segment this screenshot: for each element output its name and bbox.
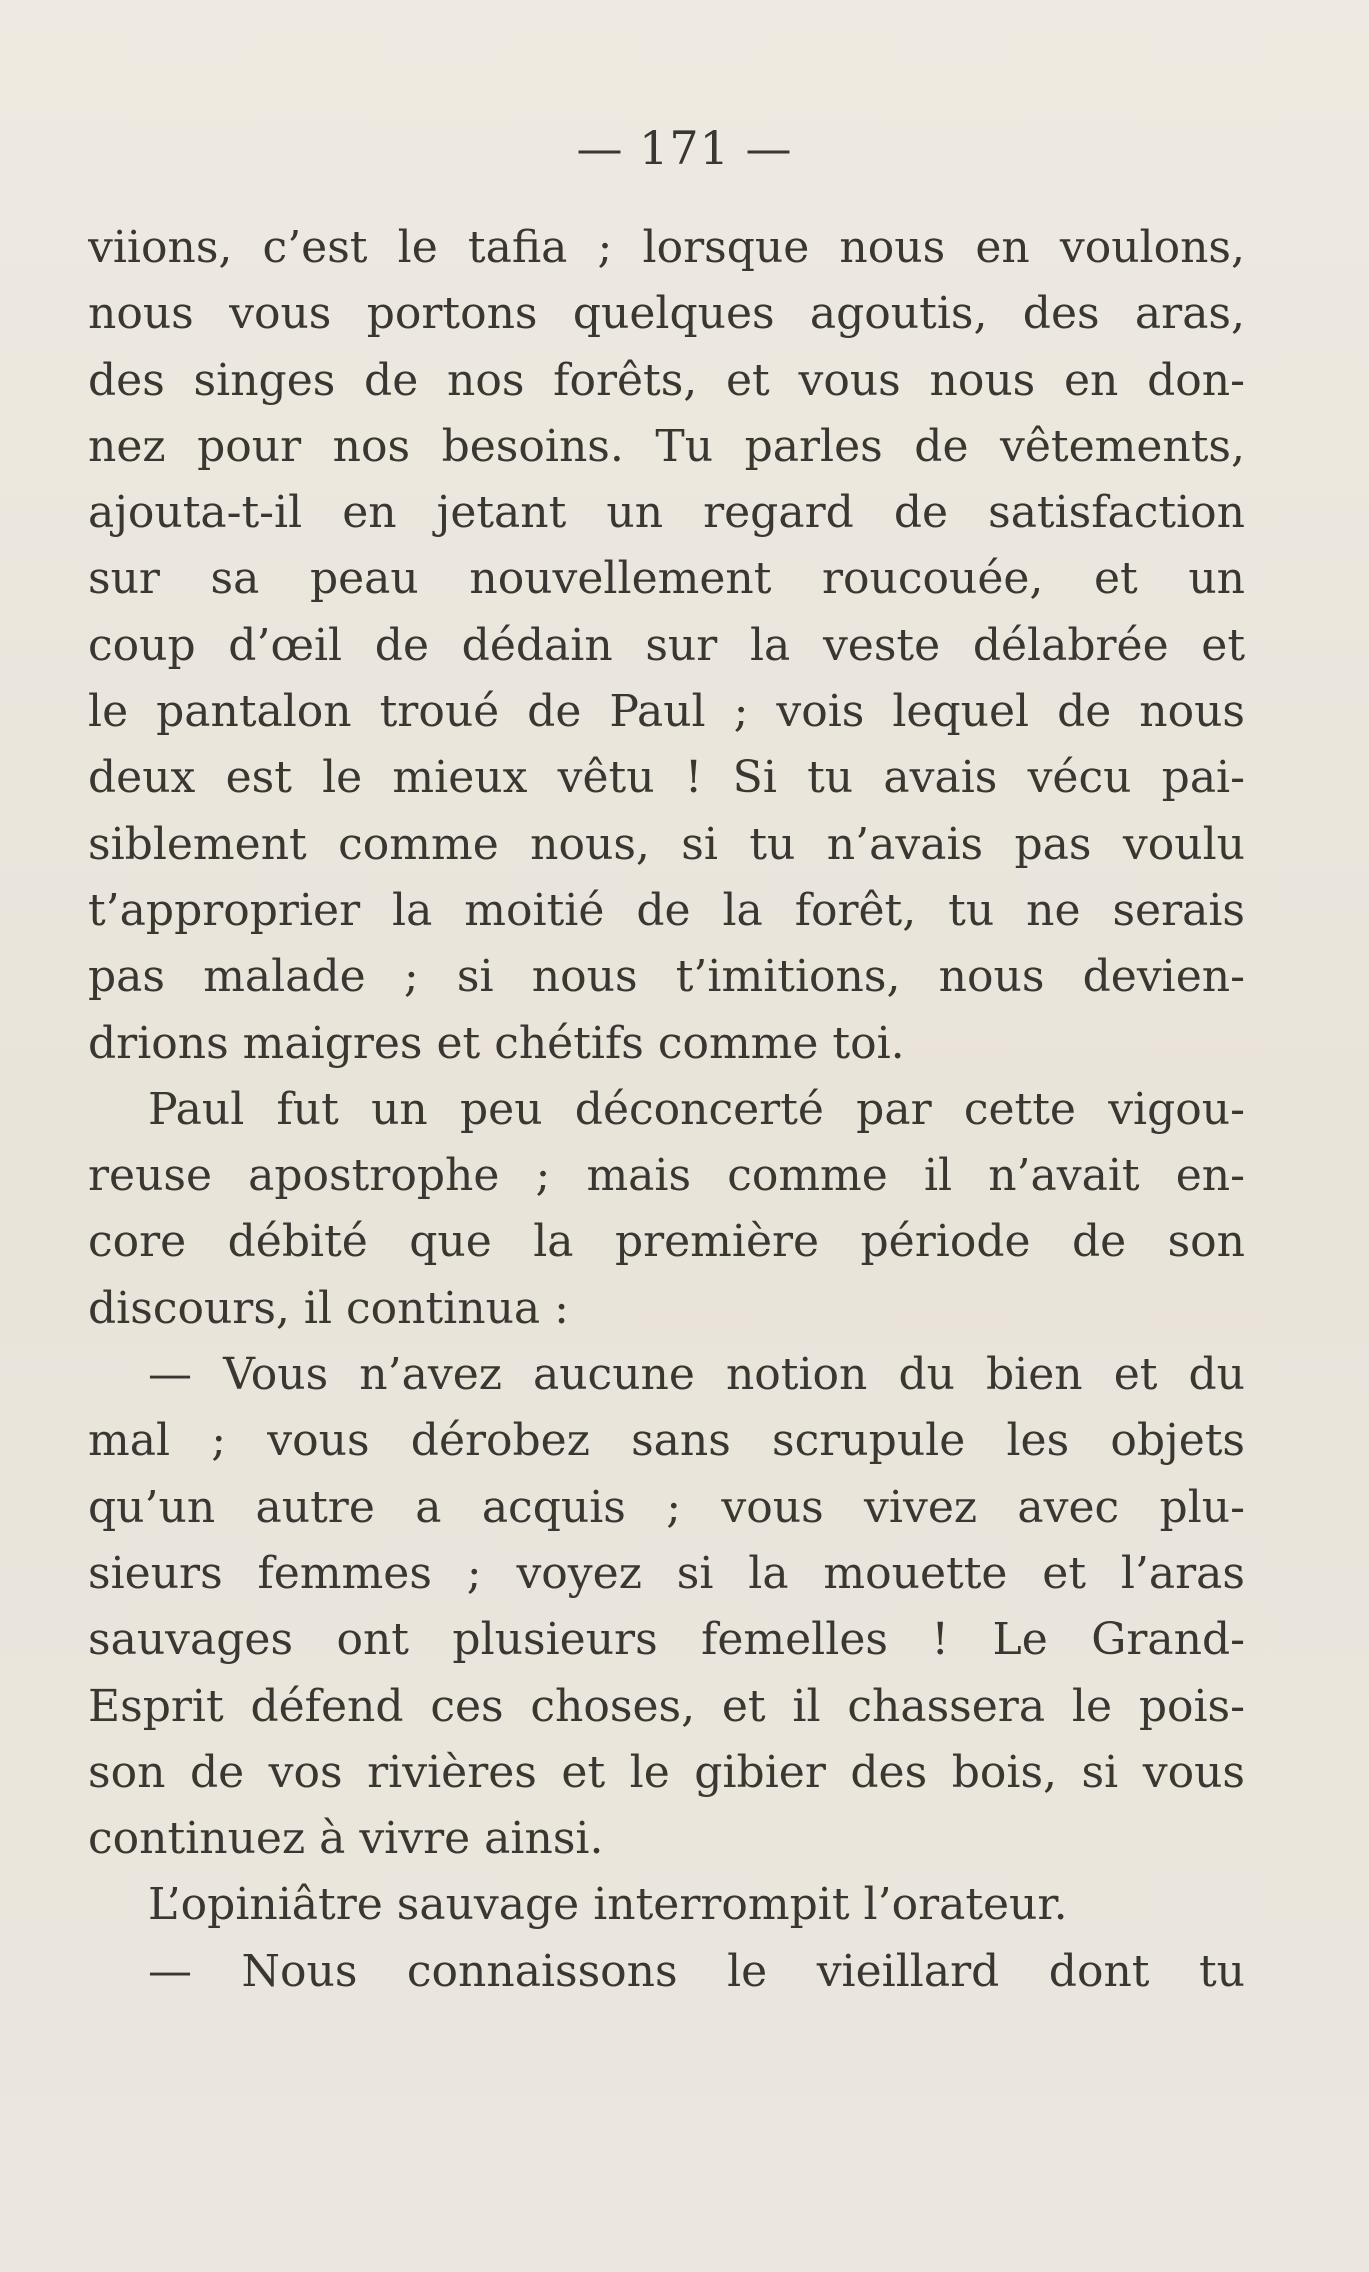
text-line: t’approprier la moitié de la forêt, tu ne serais <box>88 884 1245 936</box>
text-line: sur sa peau nouvellement roucouée, et un <box>88 553 1245 605</box>
text-line: siblement comme nous, si tu n’avais pas voulu <box>88 818 1245 870</box>
text-line: sieurs femmes ; voyez si la mouette et l’aras <box>88 1547 1245 1599</box>
text-line: core débité que la première période de son <box>88 1216 1245 1268</box>
page-number: — 171 — <box>576 121 793 175</box>
text-line: qu’un autre a acquis ; vous vivez avec plu- <box>88 1481 1245 1533</box>
text-line: pas malade ; si nous t’imitions, nous devien- <box>88 951 1245 1003</box>
text-line: nez pour nos besoins. Tu parles de vêtements, <box>88 420 1245 472</box>
text-line: nous vous portons quelques agoutis, des aras, <box>88 288 1245 340</box>
text-line: Paul fut un peu déconcerté par cette vigou- <box>148 1083 1245 1135</box>
text-line: deux est le mieux vêtu ! Si tu avais vécu pai- <box>88 752 1245 804</box>
text-line: Esprit défend ces choses, et il chassera le pois- <box>88 1680 1245 1732</box>
text-line: des singes de nos forêts, et vous nous en don- <box>88 354 1245 406</box>
text-line: mal ; vous dérobez sans scrupule les objets <box>88 1415 1245 1467</box>
text-line: discours, il continua : <box>88 1282 569 1334</box>
text-line: reuse apostrophe ; mais comme il n’avait en- <box>88 1150 1245 1202</box>
text-line: L’opiniâtre sauvage interrompit l’orateur. <box>148 1879 1068 1931</box>
body-text <box>88 215 1245 2005</box>
text-line: continuez à vivre ainsi. <box>88 1813 604 1865</box>
text-line: — Vous n’avez aucune notion du bien et du <box>148 1349 1245 1401</box>
text-line: viions, c’est le tafia ; lorsque nous en voulons, <box>88 222 1245 273</box>
text-line: ajouta-t-il en jetant un regard de satisfaction <box>88 487 1245 539</box>
text-line: drions maigres et chétifs comme toi. <box>88 1017 905 1069</box>
text-line: le pantalon troué de Paul ; vois lequel de nous <box>88 686 1245 738</box>
text-line: coup d’œil de dédain sur la veste délabrée et <box>88 619 1245 671</box>
text-line: son de vos rivières et le gibier des bois, si vous <box>88 1746 1245 1798</box>
text-line: sauvages ont plusieurs femelles ! Le Grand- <box>88 1614 1245 1666</box>
text-line: — Nous connaissons le vieillard dont tu <box>148 1945 1245 1997</box>
